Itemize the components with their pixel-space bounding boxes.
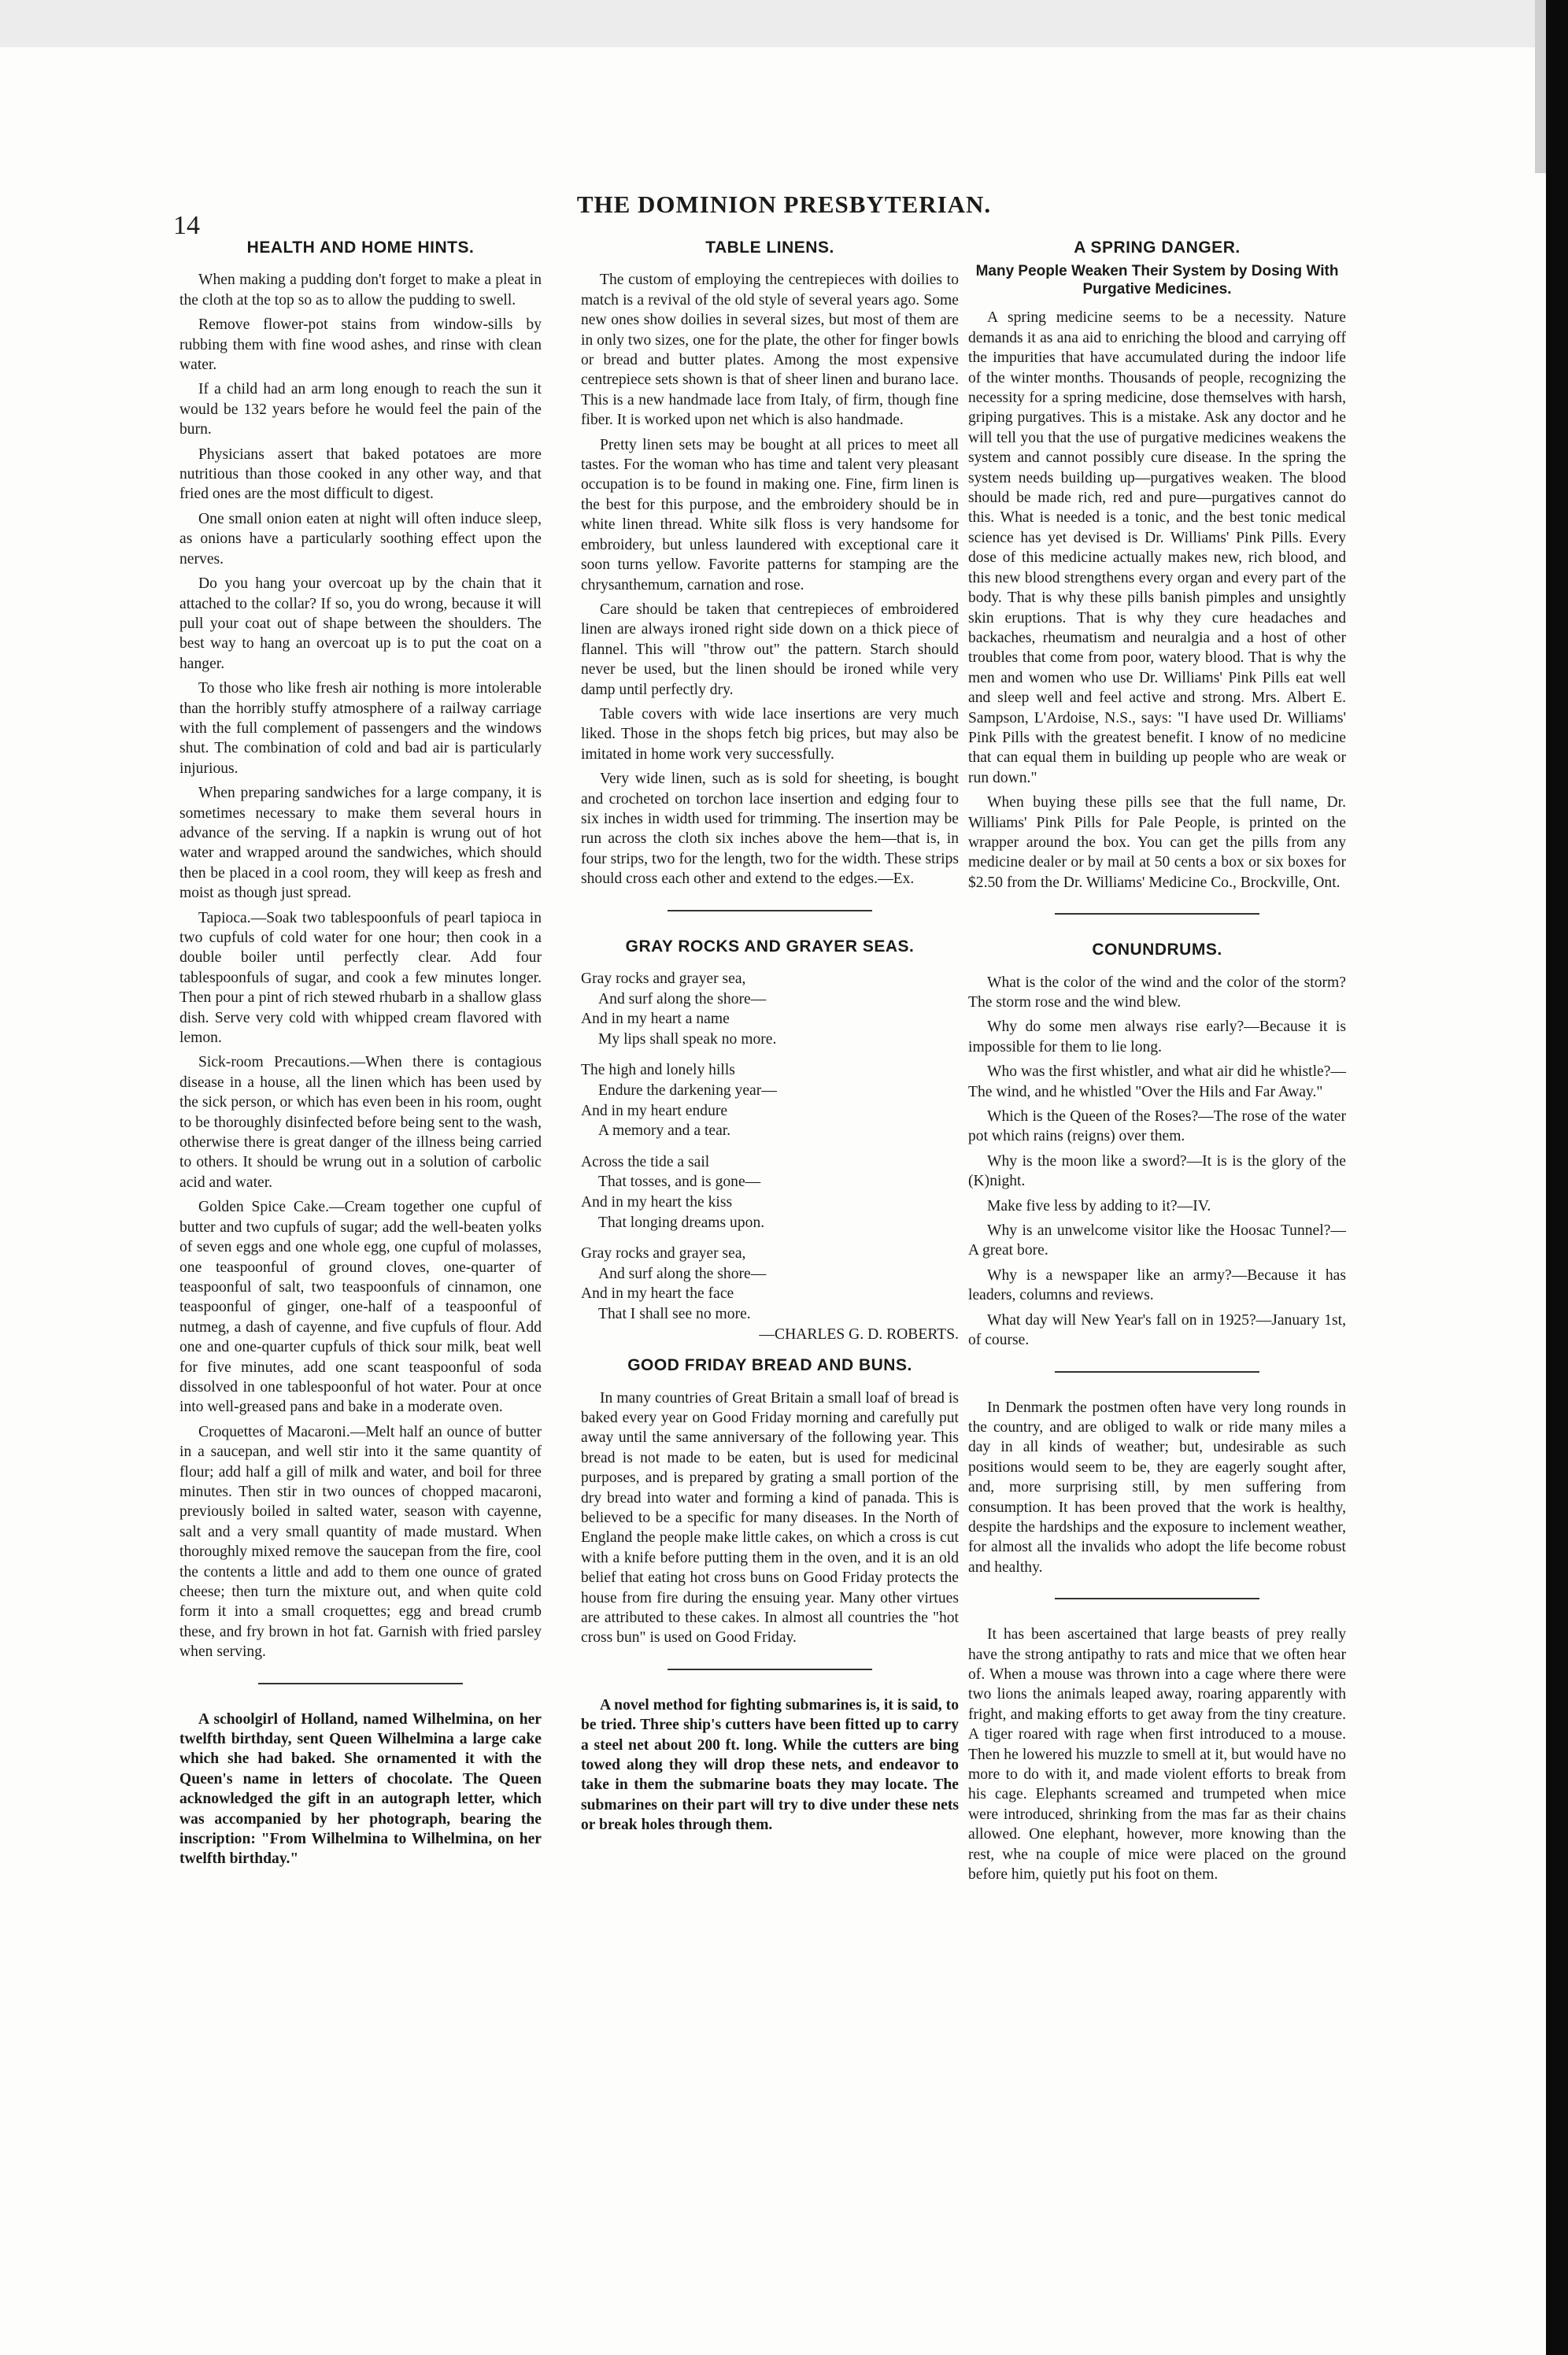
paragraph: When making a pudding don't forget to make a pleat in the cloth at the top so as to allow the pudding to swell.: [179, 272, 542, 309]
poem-line: A memory and a tear.: [598, 1122, 731, 1140]
poem-line: Gray rocks and grayer sea,: [581, 970, 746, 987]
column-divider: [668, 910, 872, 911]
conundrum: Why is an unwelcome visitor like the Hoosac Tunnel?—A great bore.: [968, 1222, 1346, 1259]
good-friday-heading: GOOD FRIDAY BREAD AND BUNS.: [627, 1356, 912, 1375]
paragraph: A spring medicine seems to be a necessity. Nature demands it as ana aid to enriching the blood and carrying off the impurities that have accumulated during the indoor life of the winter months. Thousands of people, recognizing the necessity for a spring medicine, dose themselves with harsh, griping purgatives. This is a mistake. Ask any doctor and he will tell you that the use of purgative medicines weakens the system and cannot possibly cure disease. In the spring the system needs building up—purgatives weaken. The blood should be made rich, red and pure—purgatives cannot do this. What is needed is a tonic, and the best tonic medical science has yet devised is Dr. Williams' Pink Pills. Every dose of this medicine actually makes new, rich blood, and this new blood strengthens every organ and every part of the body. That is why these pills banish pimples and unsightly skin eruptions. That is why they cure headaches and backaches, rheumatism and neuralgia and a host of other troubles that come from poor, watery blood. That is why the men and women who use Dr. Williams' Pink Pills eat well and sleep well and feel active and strong. Mrs. Albert E. Sampson, L'Ardoise, N.S., says: "I have used Dr. Williams' Pink Pills with the greatest benefit. I know of no medicine that can equal them in building up people who are weak or run down.": [968, 309, 1346, 786]
paragraph: To those who like fresh air nothing is more intolerable than the horribly stuffy atmosphere of a railway carriage with the full complement of passengers and the windows shut. The combination of cold and bad air is particularly injurious.: [179, 680, 542, 777]
health-home-hints-heading: HEALTH AND HOME HINTS.: [246, 238, 475, 257]
poem-line: Across the tide a sail: [581, 1153, 710, 1170]
poem-line: And in my heart endure: [581, 1102, 728, 1119]
conundrums-heading: CONUNDRUMS.: [1092, 941, 1222, 959]
beasts-paragraph: It has been ascertained that large beasts of prey really have the strong antipathy to rats and mice that we often hear of. When a mouse was thrown into a cage where there were two lions the animals leaped away, roaring apparently with fright, and making efforts to get away from the tiny creature. A tiger roared with rage when first introduced to a mouse. Then he lowered his muzzle to smell at it, but would have no more to do with it, and made violent efforts to break from his cage. Elephants screamed and trumpeted when mice were introduced, shrinking from the mas far as their chains allowed. One elephant, however, more knowing than the rest, whe na couple of mice were placed on the ground before him, quietly put his foot on them.: [968, 1626, 1346, 1884]
spring-danger-heading: A SPRING DANGER.: [1074, 238, 1241, 257]
scan-top-margin: [0, 0, 1568, 47]
poem-line: My lips shall speak no more.: [598, 1030, 777, 1048]
scan-right-border: [1546, 0, 1568, 2355]
conundrum: Why is the moon like a sword?—It is is the glory of the (K)night.: [968, 1152, 1346, 1190]
poem-line: And surf along the shore—: [598, 1265, 767, 1282]
poem-stanza: [581, 1060, 959, 1141]
poem-heading: GRAY ROCKS AND GRAYER SEAS.: [625, 937, 915, 956]
conundrum: What is the color of the wind and the color of the storm?The storm rose and the wind blew.: [968, 974, 1346, 1011]
paragraph: In many countries of Great Britain a small loaf of bread is baked every year on Good Friday morning and carefully put away until the same anniversary of the following year. This bread is not made to be eaten, but is used for medicinal purposes, and is prepared by grating a small portion of the dry bread into water and forming a kind of panada. This is believed to be a specific for many diseases. In the North of England the people make little cakes, on which a cross is cut with a knife before putting them in the oven, and it is an old belief that eating hot cross buns on Good Friday protects the house from fire during the ensuing year. Many other virtues are attributed to these cakes. In almost all countries the "hot cross bun" is used on Good Friday.: [581, 1389, 959, 1647]
paragraph: Pretty linen sets may be bought at all prices to meet all tastes. For the woman who has time and talent very pleasant occupation is to be found in making one. Fine, firm linen is the best for this purpose, and the embroidery should be in white linen thread. White silk floss is very handsome for embroidery, but unless laundered with exceptional care it soon turns yellow. Favorite patterns for stamping are the chrysanthemum, carnation and rose.: [581, 436, 959, 593]
paragraph: Golden Spice Cake.—Cream together one cupful of butter and two cupfuls of sugar; add the well-beaten yolks of seven eggs and one whole egg, one cupful of molasses, one teaspoonful of ground cloves, one-quarter of teaspoonful of salt, two teaspoonfuls of cinnamon, one teaspoonful of ginger, one-half of a teaspoonful of nutmeg, a dash of cayenne, and five cupfuls of flour. Add one and one-quarter cupfuls of thick sour milk, beat well for five minutes, add one scant teaspoonful of soda dissolved in one tablespoonful of hot water. Pour at once into well-greased pans and bake in a moderate oven.: [179, 1199, 542, 1416]
column-divider: [668, 1669, 872, 1670]
poem-line: And in my heart a name: [581, 1011, 730, 1028]
poem-line: Gray rocks and grayer sea,: [581, 1245, 746, 1263]
paragraph: When buying these pills see that the full name, Dr. Williams' Pink Pills for Pale People, is printed on the wrapper around the box. You can get the pills from any medicine dealer or by mail at 50 cents a box or six boxes for $2.50 from the Dr. Williams' Medicine Co., Brockville, Ont.: [968, 794, 1346, 891]
paragraph: Care should be taken that centrepieces of embroidered linen are always ironed right side down on a thick piece of flannel. This will "throw out" the pattern. Starch should never be used, but the linen should be ironed while very damp until perfectly dry.: [581, 601, 959, 698]
column-divider: [1055, 1371, 1259, 1373]
column-right: [968, 236, 1346, 1889]
paragraph: Tapioca.—Soak two tablespoonfuls of pearl tapioca in two cupfuls of cold water for one hour; then cook in a double boiler until perfectly clear. Add four tablespoonfuls of sugar, and cook a few minutes longer. Then pour a pint of rich stewed rhubarb in a shallow glass dish. Serve very cold with whipped cream flavored with lemon.: [179, 909, 542, 1047]
poem-line: Endure the darkening year—: [598, 1081, 777, 1099]
poem-line: And in my heart the kiss: [581, 1193, 733, 1211]
paragraph: If a child had an arm long enough to reach the sun it would be 132 years before he would feel the pain of the burn.: [179, 381, 542, 438]
poem-author: —CHARLES G. D. ROBERTS.: [759, 1325, 959, 1343]
column-divider: [1055, 913, 1259, 915]
column-divider: [258, 1683, 463, 1684]
conundrum: Why do some men always rise early?—Because it is impossible for them to lie long.: [968, 1019, 1346, 1055]
poem-stanza: [581, 969, 959, 1049]
conundrum: Why is a newspaper like an army?—Because it has leaders, columns and reviews.: [968, 1266, 1346, 1304]
submarines-paragraph: A novel method for fighting submarines is, it is said, to be tried. Three ship's cutters have been fitted up to carry a steel net about 200 ft. long. While the cutters are bing towed along they will drop these nets, and endeavor to take in them the submarine boats they may locate. The submarines on their part will try to dive under these nets or break holes through them.: [581, 1696, 959, 1834]
paragraph: Table covers with wide lace insertions are very much liked. Those in the shops fetch big prices, but may also be imitated in home work very successfully.: [581, 705, 959, 763]
spring-danger-subheading: Many People Weaken Their System by Dosing With Purgative Medicines.: [975, 263, 1339, 298]
paragraph: Remove flower-pot stains from window-sills by rubbing them with fine wood ashes, and rinse with clean water.: [179, 316, 542, 374]
masthead: THE DOMINION PRESBYTERIAN.: [576, 190, 992, 218]
poem-line: The high and lonely hills: [581, 1062, 735, 1079]
column-middle: [581, 236, 959, 1840]
paragraph: When preparing sandwiches for a large company, it is sometimes necessary to make them several hours in advance of the serving. If a napkin is wrung out of hot water and wrapped around the sandwiches, which should then be placed in a cool room, they will keep as fresh and moist as though just spread.: [179, 785, 542, 902]
paragraph: Very wide linen, such as is sold for sheeting, is bought and crocheted on torchon lace insertion and edging four to six inches in width used for trimming. The insertion may be run across the cloth six inches above the hem—that is, in four strips, two for the length, two for the width. These strips should cross each other and extend to the edges.—Ex.: [581, 771, 959, 888]
paragraph: The custom of employing the centrepieces with doilies to match is a revival of the old style of several years ago. Some new ones show doilies in several sizes, but most of them are in only two sizes, one for the plate, the other for finger bowls or bread and butter plates. Among the most expensive centrepiece sets shown is that of sheer linen and burano lace. This is a new handmade lace from Italy, of firm, though fine fiber. It is worked upon net which is also handmade.: [581, 272, 959, 429]
paragraph: Physicians assert that baked potatoes are more nutritious than those cooked in any other way, and that fried ones are the most difficult to digest.: [179, 445, 542, 503]
conundrum: Make five less by adding to it?—IV.: [987, 1197, 1211, 1214]
poem-stanza: [581, 1152, 959, 1233]
poem-line: That longing dreams upon.: [598, 1214, 765, 1231]
poem-stanza: [581, 1244, 959, 1344]
poem-line: That I shall see no more.: [598, 1305, 751, 1322]
conundrum: What day will New Year's fall on in 1925?—January 1st, of course.: [968, 1311, 1346, 1349]
paragraph: Croquettes of Macaroni.—Melt half an ounce of butter in a saucepan, and well stir into it the same quantity of flour; add half a gill of milk and water, and boil for three minutes. Then stir in two ounces of chopped macaroni, previously boiled in salted water, season with cayenne, salt and a very small quantity of made mustard. When thoroughly mixed remove the saucepan from the fire, cool the contents a little and add to them one ounce of grated cheese; then turn the mixture out, and when quite cold form it into a small croquettes; egg and bread crumb these, and fry brown in hot fat. Garnish with fried parsley when serving.: [179, 1423, 542, 1661]
paragraph: Sick-room Precautions.—When there is contagious disease in a house, all the linen which has been used by the sick person, or which has even been in his room, ought to be thoroughly disinfected before being sent to the wash, otherwise there is great danger of the illness being carried to others. It should be wrung out in a solution of carbolic acid and water.: [179, 1054, 542, 1191]
scan-torn-edge: [1535, 0, 1546, 173]
column-divider: [1055, 1598, 1259, 1599]
column-left: [179, 236, 542, 1874]
poem-line: And surf along the shore—: [598, 990, 767, 1007]
conundrum: Who was the first whistler, and what air did he whistle?—The wind, and he whistled "Over the Hils and Far Away.": [968, 1063, 1346, 1100]
poem-line: And in my heart the face: [581, 1285, 734, 1303]
paragraph: One small onion eaten at night will often induce sleep, as onions have a particularly soothing effect upon the nerves.: [179, 510, 542, 567]
table-linens-heading: TABLE LINENS.: [705, 238, 834, 257]
poem-line: That tosses, and is gone—: [598, 1174, 761, 1191]
wilhelmina-paragraph: A schoolgirl of Holland, named Wilhelmina, on her twelfth birthday, sent Queen Wilhelmina a large cake which she had baked. She ornamented it with the Queen's name in letters of chocolate. The Queen acknowledged the gift in an autograph letter, which was accompanied by her photograph, bearing the inscription: "From Wilhelmina to Wilhelmina, on her twelfth birthday.": [179, 1710, 542, 1868]
conundrum: Which is the Queen of the Roses?—The rose of the water pot which rains (reigns) over them.: [968, 1108, 1346, 1145]
page-number: 14: [173, 211, 200, 240]
denmark-paragraph: In Denmark the postmen often have very long rounds in the country, and are obliged to walk or ride many miles a day in all kinds of weather; but, undesirable as such positions would seem to be, they are eagerly sought after, and, more surprising still, by men suffering from consumption. It has been proved that the work is healthy, despite the hardships and the exposure to inclement weather, for almost all the invalids who adopt the life become robust and healthy.: [968, 1399, 1346, 1576]
paragraph: Do you hang your overcoat up by the chain that it attached to the collar? If so, you do wrong, because it will pull your coat out of shape between the shoulders. The best way to hang an overcoat up is to put the coat on a hanger.: [179, 575, 542, 672]
